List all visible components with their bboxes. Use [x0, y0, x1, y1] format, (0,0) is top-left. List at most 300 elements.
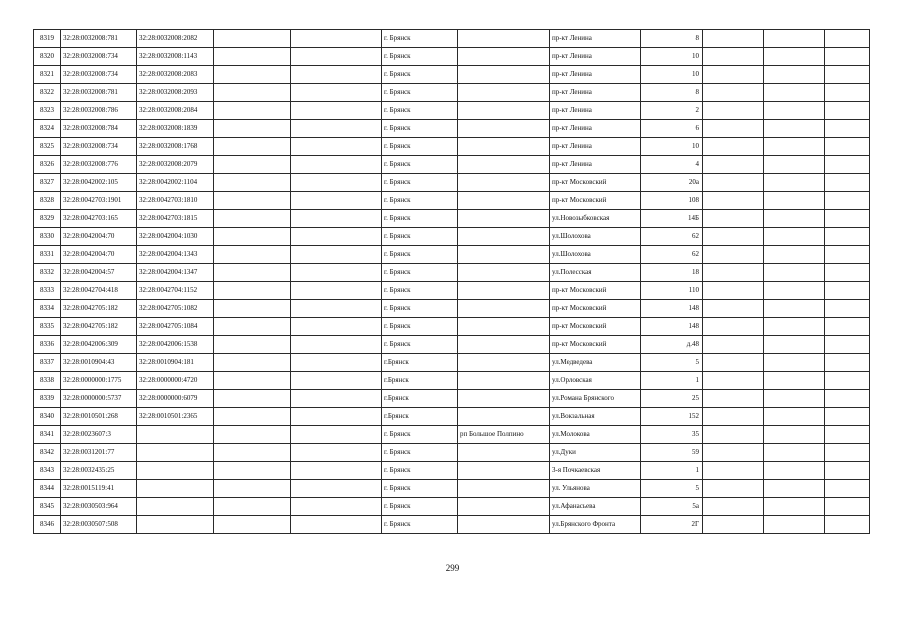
cell-street: ул.Дуки	[550, 444, 641, 462]
cell-blank-c	[703, 264, 764, 282]
cell-blank-a	[214, 318, 291, 336]
cell-house: 4	[641, 156, 703, 174]
cell-cadastral-parcel: 32:28:0031201:77	[61, 444, 137, 462]
cell-row-index: 8343	[34, 462, 61, 480]
cell-row-index: 8346	[34, 516, 61, 534]
cell-blank-e	[825, 516, 870, 534]
cell-blank-c	[703, 66, 764, 84]
cell-blank-a	[214, 210, 291, 228]
cell-blank-d	[764, 174, 825, 192]
cell-street: пр-кт Московский	[550, 282, 641, 300]
table-row	[34, 48, 870, 66]
cell-row-index: 8321	[34, 66, 61, 84]
cell-cadastral-object: 32:28:0032008:2082	[137, 30, 214, 48]
table-row	[34, 102, 870, 120]
cell-blank-d	[764, 480, 825, 498]
cell-street: пр-кт Московский	[550, 192, 641, 210]
cell-cadastral-parcel: 32:28:0000000:5737	[61, 390, 137, 408]
cell-blank-a	[214, 246, 291, 264]
cell-cadastral-object	[137, 480, 214, 498]
cell-city: г. Брянск	[382, 336, 458, 354]
cell-blank-b	[291, 264, 382, 282]
cell-city: г. Брянск	[382, 156, 458, 174]
cell-settlement	[458, 192, 550, 210]
cell-cadastral-parcel: 32:28:0032008:781	[61, 84, 137, 102]
cell-row-index: 8333	[34, 282, 61, 300]
cell-blank-e	[825, 480, 870, 498]
cell-blank-c	[703, 462, 764, 480]
cell-city: г.Брянск	[382, 354, 458, 372]
cell-blank-c	[703, 102, 764, 120]
cell-blank-c	[703, 210, 764, 228]
cell-blank-e	[825, 282, 870, 300]
cell-settlement	[458, 138, 550, 156]
table-row	[34, 462, 870, 480]
cell-blank-d	[764, 282, 825, 300]
cell-settlement	[458, 300, 550, 318]
cell-house: 10	[641, 138, 703, 156]
cell-cadastral-object: 32:28:0032008:1839	[137, 120, 214, 138]
cell-cadastral-object: 32:28:0042703:1815	[137, 210, 214, 228]
cell-row-index: 8331	[34, 246, 61, 264]
cell-house: 10	[641, 48, 703, 66]
cell-row-index: 8332	[34, 264, 61, 282]
cell-blank-e	[825, 354, 870, 372]
cell-cadastral-parcel: 32:28:0042703:165	[61, 210, 137, 228]
cell-settlement	[458, 84, 550, 102]
cell-blank-b	[291, 390, 382, 408]
cell-blank-d	[764, 444, 825, 462]
cell-city: г. Брянск	[382, 102, 458, 120]
cell-blank-c	[703, 138, 764, 156]
cell-blank-a	[214, 84, 291, 102]
page-number: 299	[445, 563, 460, 573]
cell-blank-d	[764, 426, 825, 444]
cell-city: г. Брянск	[382, 282, 458, 300]
cell-cadastral-object: 32:28:0000000:6079	[137, 390, 214, 408]
cell-street: ул.Шолохова	[550, 246, 641, 264]
cell-blank-a	[214, 498, 291, 516]
cell-row-index: 8320	[34, 48, 61, 66]
table-row	[34, 66, 870, 84]
cell-street: пр-кт Московский	[550, 300, 641, 318]
table-row	[34, 210, 870, 228]
cell-street: ул.Полесская	[550, 264, 641, 282]
cell-blank-c	[703, 84, 764, 102]
table-row	[34, 390, 870, 408]
table-row	[34, 318, 870, 336]
cell-row-index: 8324	[34, 120, 61, 138]
table-row	[34, 174, 870, 192]
cell-cadastral-parcel: 32:28:0032008:784	[61, 120, 137, 138]
cell-settlement	[458, 372, 550, 390]
cell-blank-d	[764, 498, 825, 516]
cell-city: г. Брянск	[382, 120, 458, 138]
cell-blank-d	[764, 138, 825, 156]
cell-cadastral-parcel: 32:28:0042703:1901	[61, 192, 137, 210]
cell-cadastral-object: 32:28:0042002:1104	[137, 174, 214, 192]
cell-row-index: 8327	[34, 174, 61, 192]
cell-row-index: 8323	[34, 102, 61, 120]
cell-row-index: 8335	[34, 318, 61, 336]
cell-blank-c	[703, 282, 764, 300]
cell-cadastral-object: 32:28:0042704:1152	[137, 282, 214, 300]
cell-row-index: 8337	[34, 354, 61, 372]
cell-cadastral-parcel: 32:28:0042705:182	[61, 318, 137, 336]
cell-settlement	[458, 354, 550, 372]
cell-blank-b	[291, 426, 382, 444]
cell-blank-e	[825, 48, 870, 66]
cell-house: 20а	[641, 174, 703, 192]
cell-blank-a	[214, 516, 291, 534]
cell-blank-c	[703, 174, 764, 192]
cell-city: г. Брянск	[382, 138, 458, 156]
cell-cadastral-parcel: 32:28:0023607:3	[61, 426, 137, 444]
cell-house: 18	[641, 264, 703, 282]
cell-cadastral-parcel: 32:28:0032008:734	[61, 138, 137, 156]
cell-house: 5	[641, 354, 703, 372]
cell-blank-a	[214, 30, 291, 48]
cell-cadastral-parcel: 32:28:0015119:41	[61, 480, 137, 498]
table-row	[34, 282, 870, 300]
cell-blank-c	[703, 354, 764, 372]
cell-cadastral-object	[137, 516, 214, 534]
table-row	[34, 264, 870, 282]
cell-cadastral-object	[137, 498, 214, 516]
cell-settlement	[458, 390, 550, 408]
cell-city: г. Брянск	[382, 66, 458, 84]
cell-cadastral-object: 32:28:0042705:1082	[137, 300, 214, 318]
cell-blank-a	[214, 66, 291, 84]
cell-city: г. Брянск	[382, 210, 458, 228]
cell-blank-a	[214, 48, 291, 66]
cell-cadastral-object: 32:28:0010501:2365	[137, 408, 214, 426]
cell-blank-b	[291, 120, 382, 138]
cell-cadastral-object: 32:28:0032008:1143	[137, 48, 214, 66]
cell-cadastral-object: 32:28:0042004:1030	[137, 228, 214, 246]
cell-street: ул.Молокова	[550, 426, 641, 444]
cell-blank-e	[825, 300, 870, 318]
table-body	[34, 30, 870, 534]
cell-city: г.Брянск	[382, 390, 458, 408]
cell-blank-a	[214, 390, 291, 408]
cell-blank-d	[764, 30, 825, 48]
cell-cadastral-object	[137, 426, 214, 444]
cell-blank-e	[825, 444, 870, 462]
cell-blank-e	[825, 408, 870, 426]
table-row	[34, 228, 870, 246]
cell-blank-b	[291, 444, 382, 462]
cell-blank-d	[764, 318, 825, 336]
cell-blank-a	[214, 120, 291, 138]
cell-blank-b	[291, 138, 382, 156]
cell-settlement	[458, 174, 550, 192]
cell-blank-a	[214, 408, 291, 426]
cell-cadastral-parcel: 32:28:0042004:70	[61, 246, 137, 264]
cell-street: пр-кт Ленина	[550, 84, 641, 102]
cell-blank-e	[825, 138, 870, 156]
cell-city: г. Брянск	[382, 246, 458, 264]
cell-blank-d	[764, 300, 825, 318]
cell-cadastral-parcel: 32:28:0042704:418	[61, 282, 137, 300]
cell-row-index: 8325	[34, 138, 61, 156]
cell-house: 59	[641, 444, 703, 462]
cell-house: 148	[641, 300, 703, 318]
cell-row-index: 8329	[34, 210, 61, 228]
cell-cadastral-parcel: 32:28:0042006:309	[61, 336, 137, 354]
cell-row-index: 8319	[34, 30, 61, 48]
cell-street: пр-кт Ленина	[550, 66, 641, 84]
cell-blank-d	[764, 48, 825, 66]
cell-street: ул.Медведева	[550, 354, 641, 372]
cell-blank-e	[825, 192, 870, 210]
cell-house: 10	[641, 66, 703, 84]
cell-blank-b	[291, 372, 382, 390]
table-row	[34, 192, 870, 210]
cell-blank-c	[703, 156, 764, 174]
cell-blank-e	[825, 390, 870, 408]
cell-blank-a	[214, 372, 291, 390]
cell-street: пр-кт Ленина	[550, 120, 641, 138]
cell-settlement	[458, 264, 550, 282]
cell-house: 1	[641, 372, 703, 390]
cell-blank-c	[703, 426, 764, 444]
cell-blank-e	[825, 336, 870, 354]
cell-blank-b	[291, 174, 382, 192]
cell-house: 108	[641, 192, 703, 210]
cell-city: г. Брянск	[382, 192, 458, 210]
cell-row-index: 8344	[34, 480, 61, 498]
cell-blank-d	[764, 120, 825, 138]
cell-blank-d	[764, 246, 825, 264]
cell-street: пр-кт Ленина	[550, 102, 641, 120]
cell-blank-b	[291, 318, 382, 336]
cell-street: пр-кт Московский	[550, 318, 641, 336]
cell-blank-c	[703, 246, 764, 264]
cell-house: 8	[641, 84, 703, 102]
cell-blank-b	[291, 84, 382, 102]
cell-settlement	[458, 282, 550, 300]
cell-blank-b	[291, 66, 382, 84]
cell-row-index: 8340	[34, 408, 61, 426]
cell-blank-b	[291, 408, 382, 426]
cell-settlement	[458, 228, 550, 246]
cell-street: пр-кт Ленина	[550, 156, 641, 174]
cell-blank-a	[214, 264, 291, 282]
cell-house: 1	[641, 462, 703, 480]
cell-cadastral-parcel: 32:28:0000000:1775	[61, 372, 137, 390]
cell-row-index: 8339	[34, 390, 61, 408]
cell-blank-e	[825, 498, 870, 516]
cell-cadastral-object: 32:28:0032008:2084	[137, 102, 214, 120]
cell-blank-c	[703, 480, 764, 498]
table-row	[34, 372, 870, 390]
table-row	[34, 426, 870, 444]
cell-house: 25	[641, 390, 703, 408]
table-row	[34, 354, 870, 372]
cell-blank-b	[291, 300, 382, 318]
cell-row-index: 8326	[34, 156, 61, 174]
cell-street: пр-кт Ленина	[550, 30, 641, 48]
cell-blank-b	[291, 30, 382, 48]
cell-house: 5	[641, 480, 703, 498]
cell-settlement	[458, 48, 550, 66]
cell-city: г. Брянск	[382, 300, 458, 318]
table-row	[34, 138, 870, 156]
cell-house: 152	[641, 408, 703, 426]
cell-street: ул.Афанасьева	[550, 498, 641, 516]
cell-street: ул.Орловская	[550, 372, 641, 390]
cell-city: г. Брянск	[382, 318, 458, 336]
cell-cadastral-parcel: 32:28:0030507:508	[61, 516, 137, 534]
cell-cadastral-object: 32:28:0042004:1347	[137, 264, 214, 282]
cell-blank-d	[764, 228, 825, 246]
cell-city: г. Брянск	[382, 30, 458, 48]
cell-blank-d	[764, 408, 825, 426]
cell-blank-c	[703, 408, 764, 426]
cell-cadastral-parcel: 32:28:0042705:182	[61, 300, 137, 318]
cell-blank-c	[703, 444, 764, 462]
cell-street: пр-кт Московский	[550, 174, 641, 192]
cell-blank-e	[825, 30, 870, 48]
cell-blank-d	[764, 264, 825, 282]
cell-settlement	[458, 30, 550, 48]
cell-street: ул. Ульянова	[550, 480, 641, 498]
cell-blank-c	[703, 30, 764, 48]
cell-blank-a	[214, 282, 291, 300]
cell-blank-b	[291, 192, 382, 210]
cell-house: д.48	[641, 336, 703, 354]
cell-blank-a	[214, 174, 291, 192]
cell-blank-b	[291, 210, 382, 228]
cell-blank-a	[214, 138, 291, 156]
cell-street: 3-я Почкаевская	[550, 462, 641, 480]
cell-street: ул.Шолохова	[550, 228, 641, 246]
cell-blank-e	[825, 156, 870, 174]
cell-row-index: 8342	[34, 444, 61, 462]
cell-blank-c	[703, 300, 764, 318]
cell-blank-d	[764, 102, 825, 120]
cell-cadastral-parcel: 32:28:0030503:964	[61, 498, 137, 516]
cell-house: 62	[641, 228, 703, 246]
cell-blank-d	[764, 354, 825, 372]
cell-house: 5а	[641, 498, 703, 516]
cell-blank-a	[214, 156, 291, 174]
cell-blank-a	[214, 462, 291, 480]
cell-blank-d	[764, 84, 825, 102]
cell-blank-d	[764, 210, 825, 228]
cell-blank-a	[214, 336, 291, 354]
cell-settlement	[458, 444, 550, 462]
cell-cadastral-object: 32:28:0000000:4720	[137, 372, 214, 390]
cell-settlement	[458, 498, 550, 516]
cell-settlement	[458, 516, 550, 534]
table-row	[34, 480, 870, 498]
table-row	[34, 516, 870, 534]
cell-cadastral-object	[137, 444, 214, 462]
cell-row-index: 8341	[34, 426, 61, 444]
table-row	[34, 30, 870, 48]
cell-cadastral-parcel: 32:28:0032435:25	[61, 462, 137, 480]
cell-blank-b	[291, 354, 382, 372]
cell-blank-a	[214, 192, 291, 210]
cell-blank-c	[703, 318, 764, 336]
table-row	[34, 84, 870, 102]
cell-city: г. Брянск	[382, 48, 458, 66]
cell-blank-b	[291, 480, 382, 498]
cell-blank-e	[825, 318, 870, 336]
table-row	[34, 336, 870, 354]
cell-settlement: рп Большое Полпино	[458, 426, 550, 444]
cell-blank-d	[764, 192, 825, 210]
cell-house: 2Г	[641, 516, 703, 534]
cell-city: г. Брянск	[382, 444, 458, 462]
cell-blank-d	[764, 462, 825, 480]
cell-street: пр-кт Ленина	[550, 138, 641, 156]
table-row	[34, 156, 870, 174]
cell-cadastral-parcel: 32:28:0042004:70	[61, 228, 137, 246]
cell-settlement	[458, 336, 550, 354]
cell-city: г. Брянск	[382, 84, 458, 102]
cell-settlement	[458, 102, 550, 120]
cell-street: пр-кт Московский	[550, 336, 641, 354]
cell-blank-b	[291, 156, 382, 174]
cell-cadastral-object: 32:28:0042006:1538	[137, 336, 214, 354]
cell-blank-d	[764, 156, 825, 174]
registry-table	[33, 29, 870, 534]
cell-city: г. Брянск	[382, 498, 458, 516]
cell-blank-e	[825, 246, 870, 264]
cell-blank-d	[764, 336, 825, 354]
cell-blank-d	[764, 66, 825, 84]
cell-settlement	[458, 120, 550, 138]
cell-blank-c	[703, 228, 764, 246]
cell-row-index: 8328	[34, 192, 61, 210]
cell-settlement	[458, 66, 550, 84]
cell-city: г.Брянск	[382, 372, 458, 390]
cell-settlement	[458, 210, 550, 228]
cell-blank-a	[214, 102, 291, 120]
cell-city: г. Брянск	[382, 228, 458, 246]
cell-blank-b	[291, 498, 382, 516]
cell-street: ул.Романа Брянского	[550, 390, 641, 408]
cell-cadastral-object: 32:28:0042004:1343	[137, 246, 214, 264]
table-row	[34, 300, 870, 318]
cell-blank-e	[825, 210, 870, 228]
cell-blank-c	[703, 336, 764, 354]
cell-city: г.Брянск	[382, 408, 458, 426]
cell-cadastral-parcel: 32:28:0010904:43	[61, 354, 137, 372]
cell-cadastral-object	[137, 462, 214, 480]
cell-street: ул.Новозыбковская	[550, 210, 641, 228]
cell-blank-d	[764, 390, 825, 408]
cell-settlement	[458, 318, 550, 336]
cell-street: пр-кт Ленина	[550, 48, 641, 66]
cell-cadastral-object: 32:28:0010904:181	[137, 354, 214, 372]
cell-house: 35	[641, 426, 703, 444]
cell-blank-e	[825, 426, 870, 444]
cell-blank-a	[214, 480, 291, 498]
table-row	[34, 246, 870, 264]
cell-blank-c	[703, 192, 764, 210]
cell-blank-a	[214, 300, 291, 318]
cell-blank-d	[764, 372, 825, 390]
cell-house: 110	[641, 282, 703, 300]
table-row	[34, 498, 870, 516]
cell-cadastral-parcel: 32:28:0010501:268	[61, 408, 137, 426]
cell-blank-a	[214, 228, 291, 246]
cell-cadastral-parcel: 32:28:0032008:786	[61, 102, 137, 120]
